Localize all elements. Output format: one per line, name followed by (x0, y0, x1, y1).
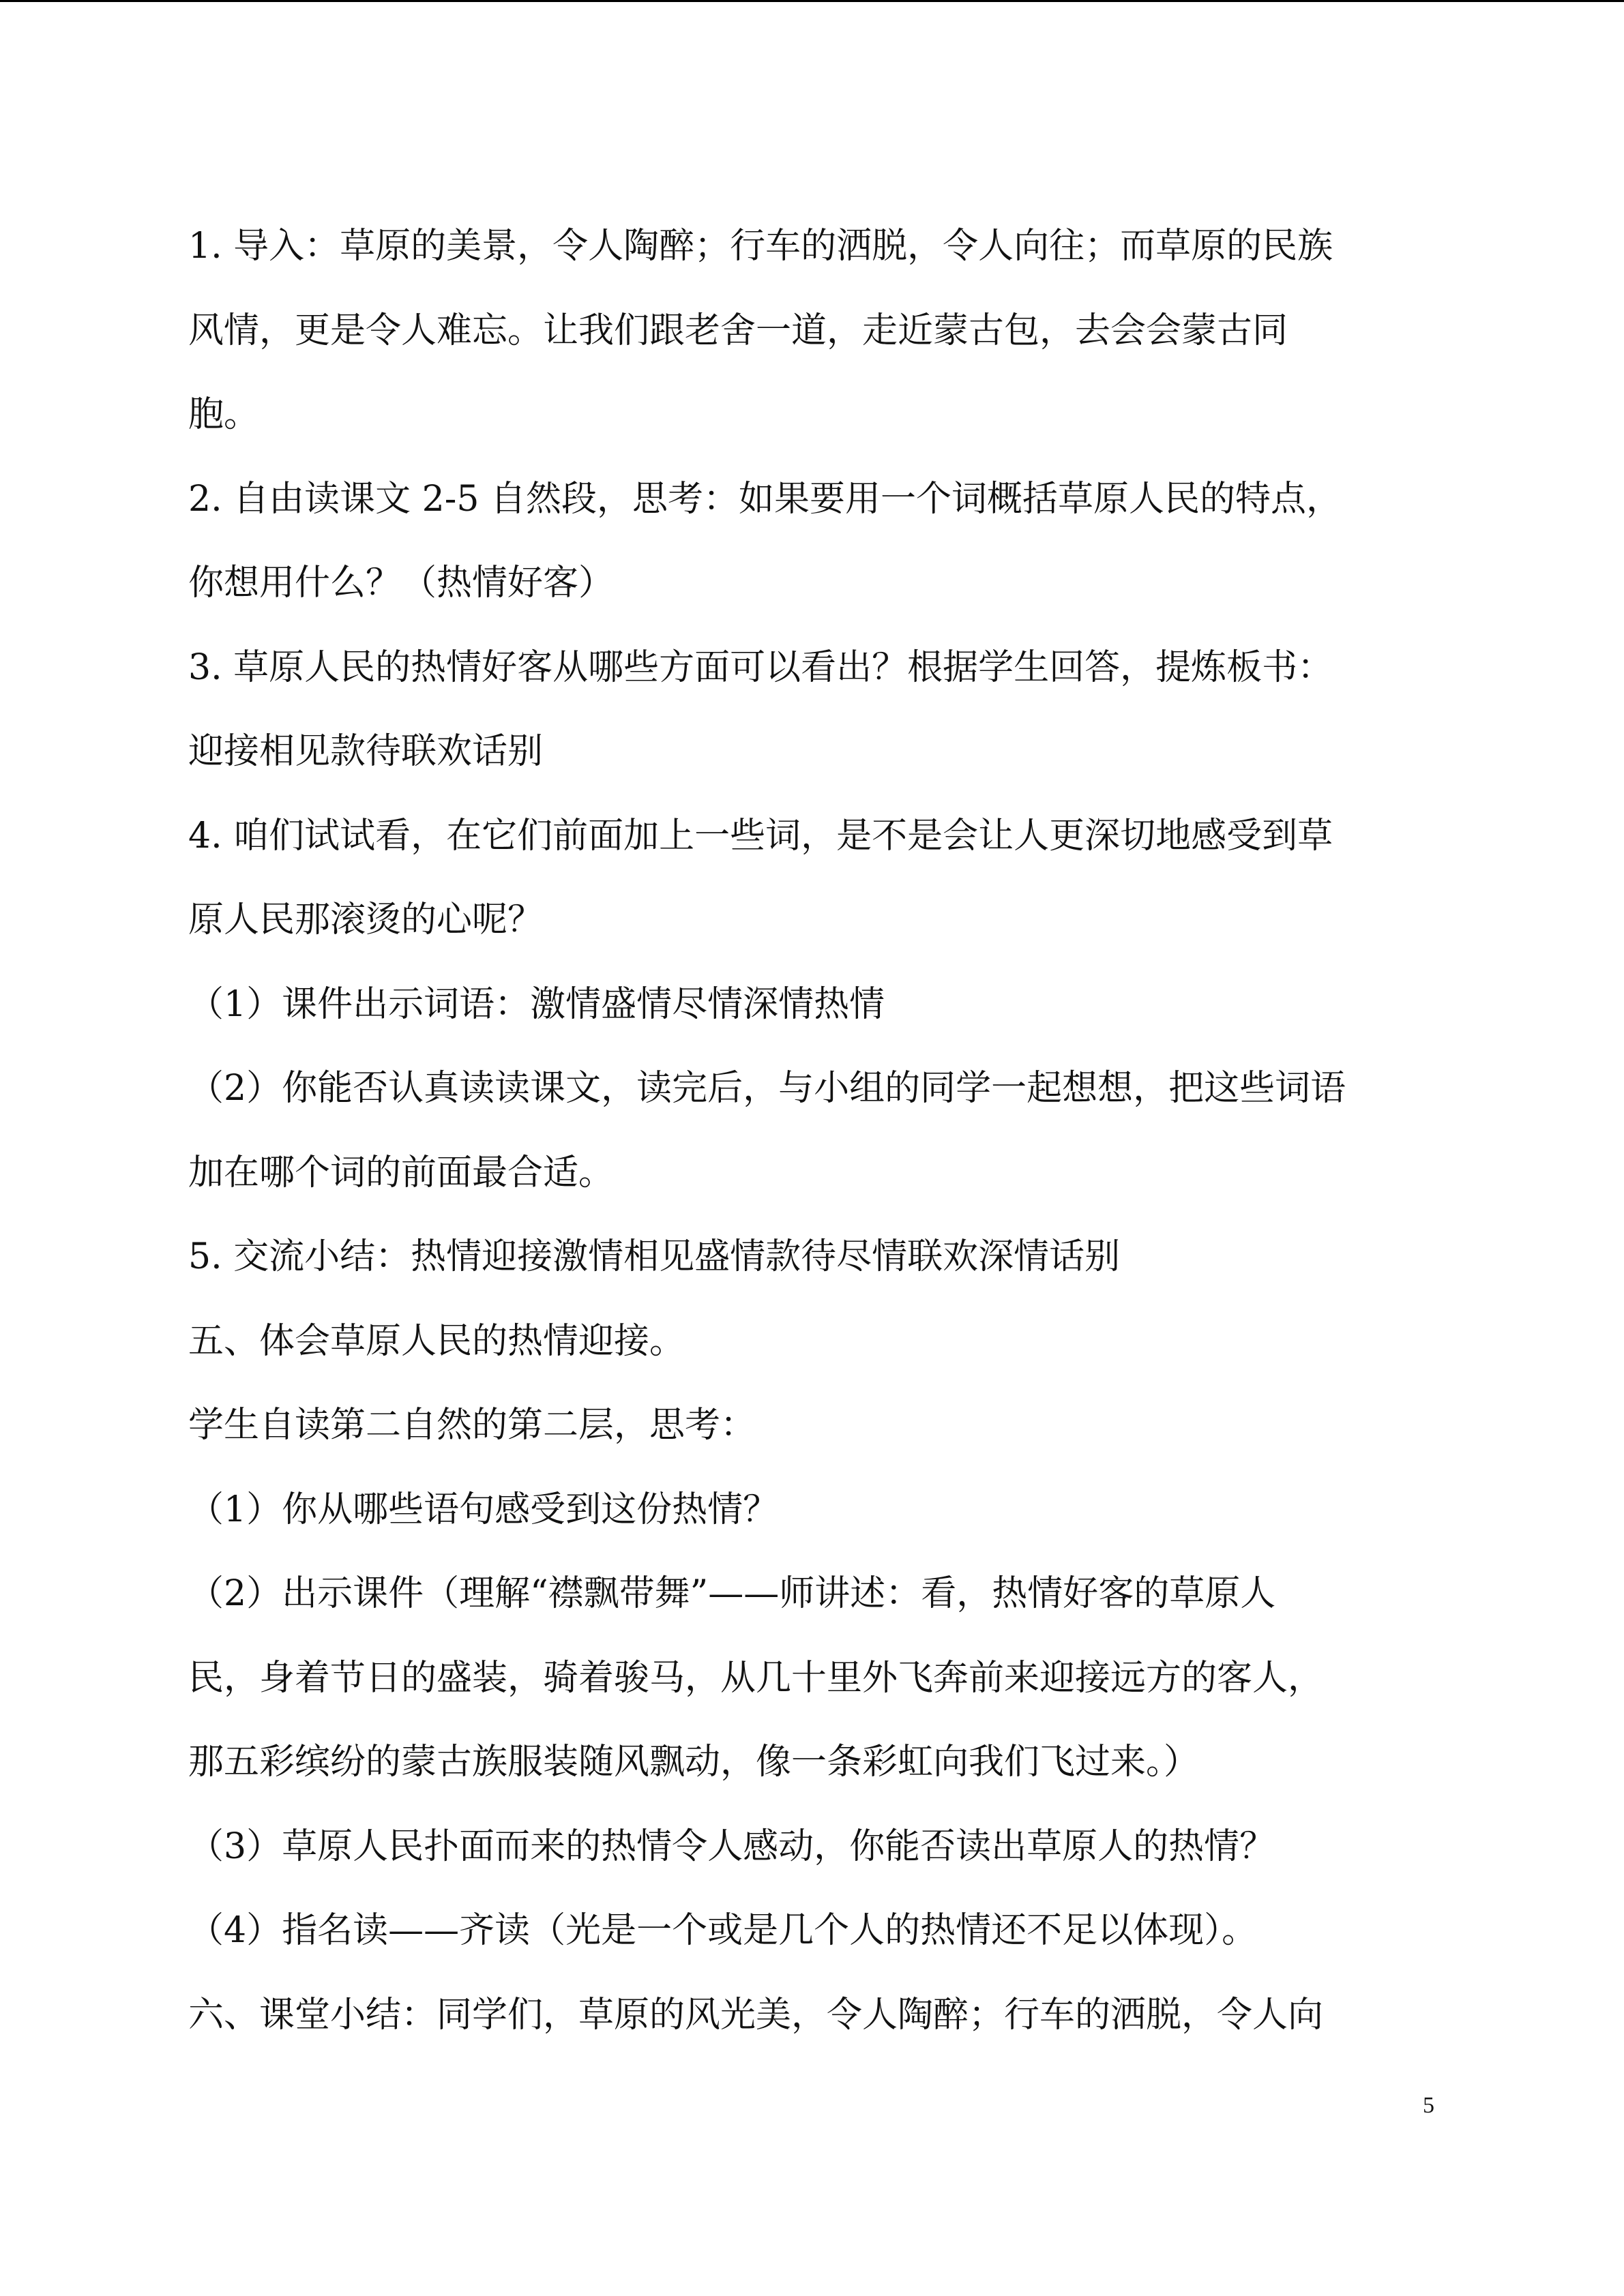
page-number: 5 (1423, 2093, 1434, 2118)
text-line: （2）你能否认真读读课文，读完后，与小组的同学一起想想，把这些词语 (188, 1068, 1346, 1109)
text-line: 那五彩缤纷的蒙古族服装随风飘动，像一条彩虹向我们飞过来。） (188, 1742, 1200, 1783)
text-line: （1）课件出示词语：激情盛情尽情深情热情 (188, 983, 885, 1025)
text-line: 1. 导入：草原的美景，令人陶醉；行车的洒脱，令人向往；而草原的民族 (188, 226, 1333, 267)
text-line: 民，身着节日的盛装，骑着骏马，从几十里外飞奔前来迎接远方的客人， (188, 1657, 1324, 1699)
text-line: 风情，更是令人难忘。让我们跟老舍一道，走近蒙古包，去会会蒙古同 (188, 310, 1288, 351)
text-line: 2. 自由读课文 2-5 自然段，思考：如果要用一个词概括草原人民的特点， (188, 478, 1342, 520)
text-line: 加在哪个词的前面最合适。 (188, 1152, 615, 1193)
text-line: 学生自读第二自然的第二层，思考： (188, 1405, 756, 1446)
text-line: （4）指名读——齐读（光是一个或是几个人的热情还不足以体现）。 (188, 1910, 1258, 1951)
text-line: 3. 草原人民的热情好客从哪些方面可以看出？根据学生回答，提炼板书： (188, 646, 1333, 688)
text-line: 5. 交流小结：热情迎接激情相见盛情款待尽情联欢深情话别 (188, 1236, 1121, 1277)
section-heading: 六、课堂小结：同学们，草原的风光美，令人陶醉；行车的洒脱，令人向 (188, 1994, 1324, 2036)
text-line: （1）你从哪些语句感受到这份热情？ (188, 1489, 779, 1530)
text-line: 原人民那滚烫的心呢？ (188, 899, 544, 940)
text-line: 胞。 (188, 394, 260, 435)
text-line: （2）出示课件（理解“襟飘带舞”——师讲述：看，热情好客的草原人 (188, 1573, 1276, 1614)
text-line: 4. 咱们试试看，在它们前面加上一些词，是不是会让人更深切地感受到草 (188, 815, 1333, 856)
document-body (188, 205, 1443, 2057)
top-border-line (0, 0, 1624, 2)
section-heading: 五、体会草原人民的热情迎接。 (188, 1320, 685, 1362)
text-line: 迎接相见款待联欢话别 (188, 731, 544, 772)
text-line: 你想用什么？（热情好客） (188, 563, 615, 603)
text-line: （3）草原人民扑面而来的热情令人感动，你能否读出草原人的热情？ (188, 1825, 1275, 1867)
